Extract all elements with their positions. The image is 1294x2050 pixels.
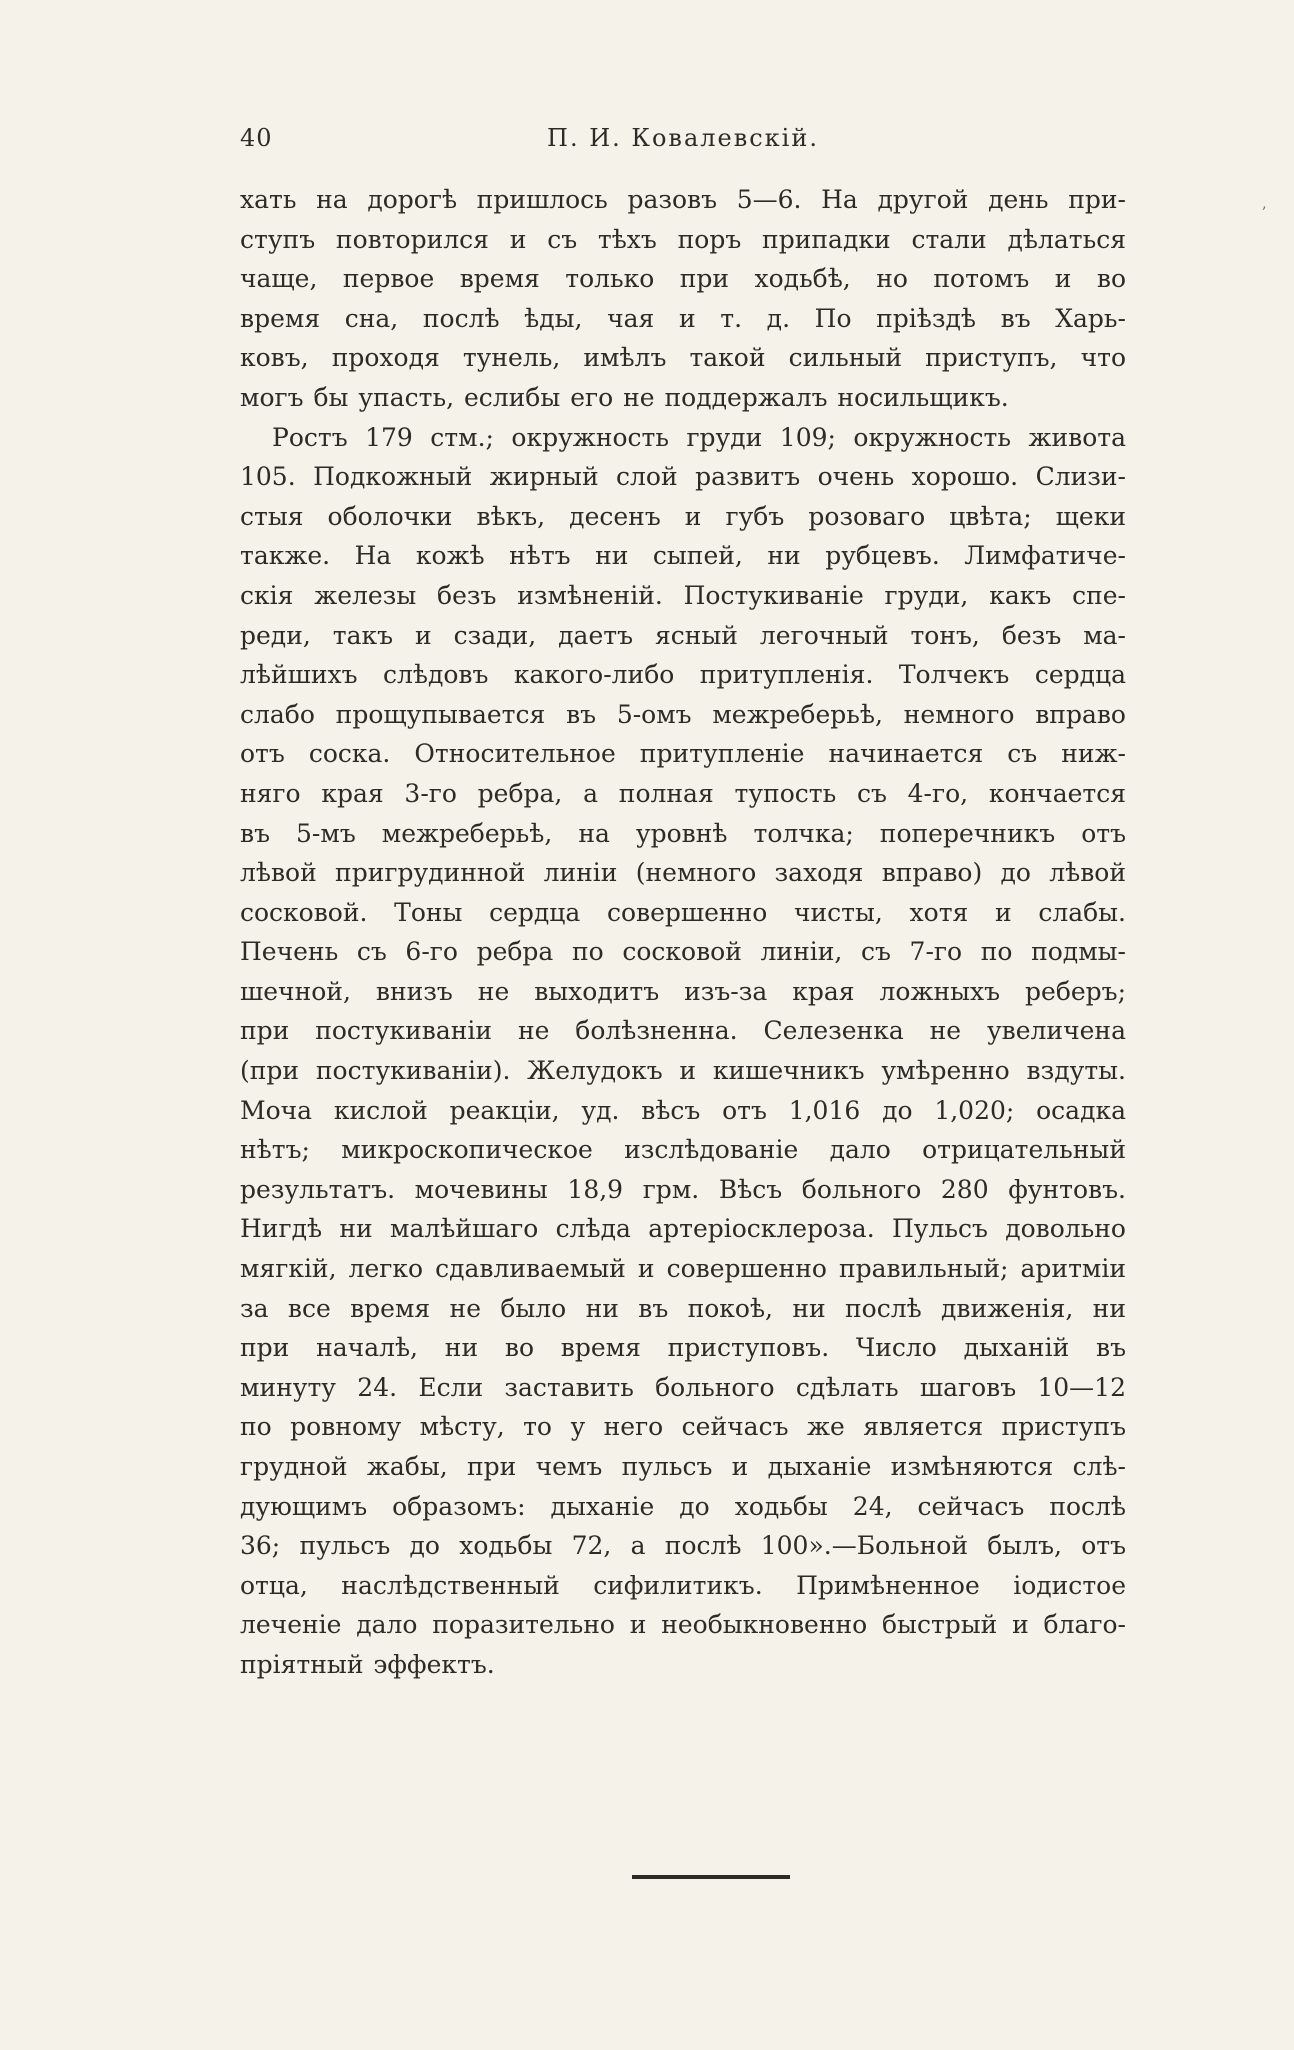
text-line: чаще, первое время только при ходьбѣ, но потомъ и во xyxy=(240,264,1126,294)
text-line: шечной, внизъ не выходитъ изъ-за края ложныхъ реберъ; xyxy=(240,976,1126,1006)
section-divider-rule xyxy=(632,1875,790,1879)
text-line: леченіе дало поразительно и необыкновенно быстрый и благо- xyxy=(240,1610,1126,1640)
text-line: результатъ. мочевины 18,9 грм. Вѣсъ больного 280 фунтовъ. xyxy=(240,1174,1126,1204)
text-line: по ровному мѣсту, то у него сейчасъ же является приступъ xyxy=(240,1412,1126,1442)
text-line: лѣвой пригрудинной линіи (немного заходя вправо) до лѣвой xyxy=(240,858,1126,888)
text-line: при началѣ, ни во время приступовъ. Число дыханій въ xyxy=(240,1333,1126,1363)
text-line: мягкій, легко сдавливаемый и совершенно правильный; аритміи xyxy=(240,1254,1126,1284)
page-number: 40 xyxy=(240,124,273,152)
text-line: при постукиваніи не болѣзненна. Селезенка не увеличена xyxy=(240,1016,1126,1046)
text-line: ковъ, проходя тунель, имѣлъ такой сильный приступъ, что xyxy=(240,343,1126,373)
text-line: минуту 24. Если заставить больного сдѣлать шаговъ 10—12 xyxy=(240,1372,1126,1402)
text-line: время сна, послѣ ѣды, чая и т. д. По пріѣздѣ въ Харь- xyxy=(240,303,1126,333)
text-line: 105. Подкожный жирный слой развитъ очень хорошо. Слизи- xyxy=(240,462,1126,492)
running-head: П. И. Ковалевскій. xyxy=(547,124,819,152)
text-line: нѣтъ; микроскопическое изслѣдованіе дало отрицательный xyxy=(240,1135,1126,1165)
text-line: отъ соска. Относительное притупленіе начинается съ ниж- xyxy=(240,739,1126,769)
text-line: сосковой. Тоны сердца совершенно чисты, хотя и слабы. xyxy=(240,897,1126,927)
text-line: слабо прощупывается въ 5-омъ межреберьѣ, немного вправо xyxy=(240,699,1126,729)
text-line: (при постукиваніи). Желудокъ и кишечникъ умѣренно вздуты. xyxy=(240,1056,1126,1086)
margin-mark: ‚ xyxy=(1262,196,1267,212)
text-line: стыя оболочки вѣкъ, десенъ и губъ розоваго цвѣта; щеки xyxy=(240,501,1126,531)
text-line: Моча кислой реакціи, уд. вѣсъ отъ 1,016 до 1,020; осадка xyxy=(240,1095,1126,1125)
text-line: скія железы безъ измѣненій. Постукиваніе груди, какъ спе- xyxy=(240,580,1126,610)
text-line: отца, наслѣдственный сифилитикъ. Примѣненное іодистое xyxy=(240,1570,1126,1600)
page-header xyxy=(240,118,1126,158)
text-line: реди, такъ и сзади, даетъ ясный легочный тонъ, безъ ма- xyxy=(240,620,1126,650)
text-line: 36; пульсъ до ходьбы 72, а послѣ 100».—Больной былъ, отъ xyxy=(240,1531,1126,1561)
text-line: могъ бы упасть, еслибы его не поддержалъ носильщикъ. xyxy=(240,382,1009,412)
text-line: также. На кожѣ нѣтъ ни сыпей, ни рубцевъ. Лимфатиче- xyxy=(240,541,1126,571)
text-line: Печень съ 6-го ребра по сосковой линіи, съ 7-го по подмы- xyxy=(240,937,1126,967)
text-line: за все время не было ни въ покоѣ, ни послѣ движенія, ни xyxy=(240,1293,1126,1323)
body-text xyxy=(240,180,1126,1685)
text-line: няго края 3-го ребра, а полная тупость съ 4-го, кончается xyxy=(240,778,1126,808)
text-line: Нигдѣ ни малѣйшаго слѣда артеріосклероза. Пульсъ довольно xyxy=(240,1214,1126,1244)
text-line: дующимъ образомъ: дыханіе до ходьбы 24, сейчасъ послѣ xyxy=(240,1491,1126,1521)
text-line: Ростъ 179 стм.; окружность груди 109; окружность живота xyxy=(272,422,1126,452)
text-line: ступъ повторился и съ тѣхъ поръ припадки стали дѣлаться xyxy=(240,224,1126,254)
text-line: грудной жабы, при чемъ пульсъ и дыханіе измѣняются слѣ- xyxy=(240,1452,1126,1481)
text-line: хать на дорогѣ пришлось разовъ 5—6. На другой день при- xyxy=(240,185,1126,214)
text-line: лѣйшихъ слѣдовъ какого-либо притупленія. Толчекъ сердца xyxy=(240,660,1126,690)
text-line: пріятный эффектъ. xyxy=(240,1649,495,1679)
text-line: въ 5-мъ межреберьѣ, на уровнѣ толчка; поперечникъ отъ xyxy=(240,818,1126,848)
